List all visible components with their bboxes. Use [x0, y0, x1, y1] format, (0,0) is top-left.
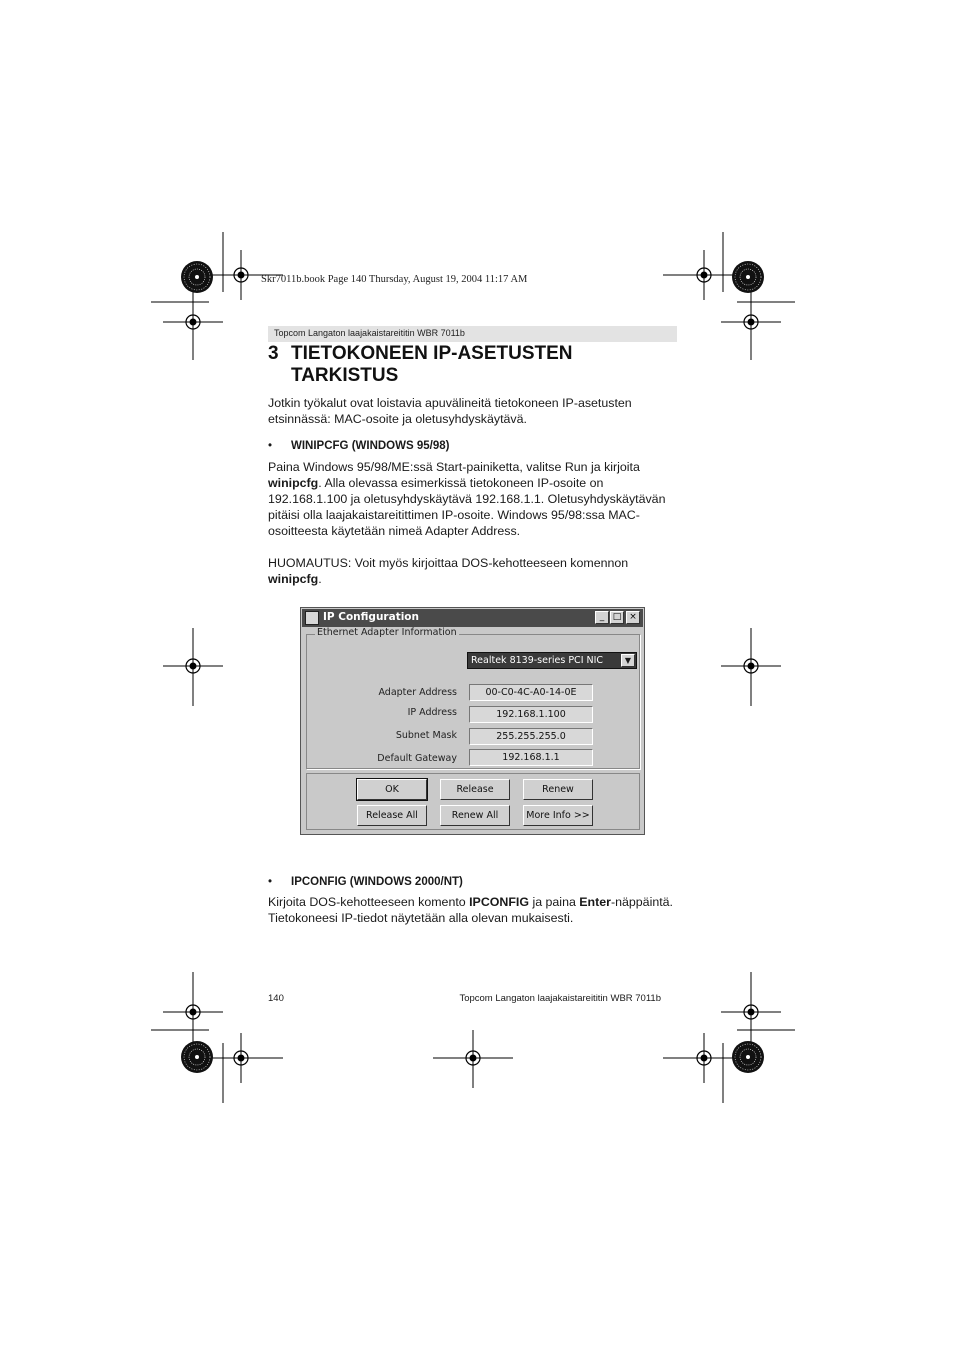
bullet-dot: •: [268, 440, 273, 452]
intro-text: Jotkin työkalut ovat loistavia apuvälineitä tietokoneen IP-asetusten etsinnässä: MAC-osoite ja oletusyhdyskäytävä.: [268, 396, 632, 426]
button-panel: [306, 773, 640, 830]
adapter-info-group: [306, 627, 640, 769]
para1-command: winipcfg: [268, 476, 319, 490]
para1-text-a: Paina Windows 95/98/ME:ssä Start-painiketta, valitse Run ja kirjoita: [268, 460, 640, 474]
adapter-select-value: Realtek 8139-series PCI NIC: [471, 655, 604, 666]
maximize-icon[interactable]: □: [610, 611, 624, 624]
section-number: 3: [268, 343, 279, 364]
note-text-c: .: [318, 572, 322, 586]
ip-configuration-window: [300, 607, 645, 835]
page-number: 140: [268, 993, 284, 1004]
note-command: winipcfg: [268, 572, 319, 586]
para2-text-c: ja paina: [529, 895, 580, 909]
close-icon[interactable]: ×: [626, 611, 640, 624]
section-title-line2: TARKISTUS: [291, 365, 399, 386]
more-info-button[interactable]: More Info >>: [523, 805, 593, 826]
ok-button[interactable]: OK: [357, 779, 427, 800]
ip-address-label: IP Address: [407, 707, 457, 718]
group-label: Ethernet Adapter Information: [317, 627, 457, 638]
renew-all-button[interactable]: Renew All: [440, 805, 510, 826]
para2-key: Enter: [579, 895, 611, 909]
window-title: IP Configuration: [323, 611, 419, 623]
running-header-text: Topcom Langaton laajakaistareititin WBR 7011b: [274, 328, 465, 338]
bullet-label: WINIPCFG (WINDOWS 95/98): [291, 440, 450, 452]
renew-button[interactable]: Renew: [523, 779, 593, 800]
print-slug: Skr7011b.book Page 140 Thursday, August 19, 2004 11:17 AM: [261, 274, 528, 285]
note-text-a: HUOMAUTUS: Voit myös kirjoittaa DOS-kehotteeseen komennon: [268, 556, 629, 570]
default-gateway-label: Default Gateway: [377, 753, 457, 764]
adapter-address-label: Adapter Address: [378, 687, 457, 698]
subnet-mask-label: Subnet Mask: [395, 730, 457, 741]
ip-address-value: 192.168.1.100: [469, 706, 593, 723]
adapter-address-value: 00-C0-4C-A0-14-0E: [469, 684, 593, 701]
minimize-icon[interactable]: _: [595, 611, 609, 624]
note-paragraph: [268, 555, 678, 587]
running-header: [268, 326, 677, 342]
winipcfg-paragraph: [268, 459, 678, 539]
footer-title: Topcom Langaton laajakaistareititin WBR 7011b: [459, 993, 661, 1004]
subnet-mask-value: 255.255.255.0: [469, 728, 593, 745]
para2-text-a: Kirjoita DOS-kehotteeseen komento: [268, 895, 470, 909]
ipconfig-paragraph: [268, 894, 678, 926]
window-titlebar: [302, 609, 643, 627]
release-all-button[interactable]: Release All: [357, 805, 427, 826]
para2-command: IPCONFIG: [469, 895, 529, 909]
bullet-dot: •: [268, 876, 273, 888]
adapter-select[interactable]: [467, 652, 637, 669]
chevron-down-icon[interactable]: ▼: [621, 654, 635, 667]
section-title-line1: TIETOKONEEN IP-ASETUSTEN: [291, 343, 573, 364]
para2-text-e: -näppäintä. Tietokoneesi IP-tiedot näytetään alla olevan mukaisesti.: [268, 895, 673, 925]
para1-text-c: . Alla olevassa esimerkissä tietokoneen IP-osoite on 192.168.1.100 ja oletusyhdyskäytävä 192.168.1.1. Oletusyhdyskäytävän pitäisi olla laajakaistareitittimen IP-osoite. Windows 95/98:ssa MAC-osoitteesta käytetään nimeä Adapter Address.: [268, 476, 666, 538]
default-gateway-value: 192.168.1.1: [469, 749, 593, 766]
window-app-icon: [305, 611, 319, 625]
intro-paragraph: [268, 395, 678, 427]
release-button[interactable]: Release: [440, 779, 510, 800]
bullet-label: IPCONFIG (WINDOWS 2000/NT): [291, 876, 463, 888]
